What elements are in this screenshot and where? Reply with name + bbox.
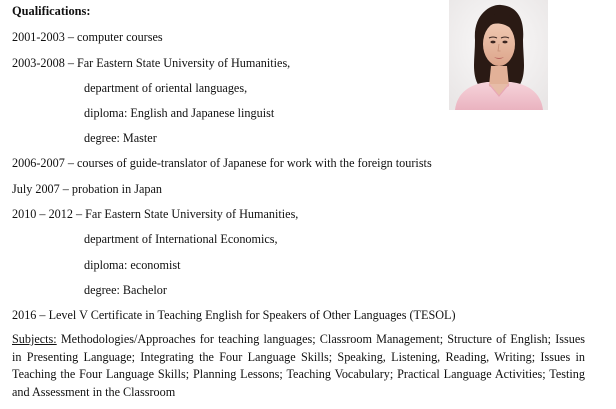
portrait-image (449, 0, 548, 110)
qualification-line-diploma-2: diploma: economist (84, 258, 181, 272)
qualification-line-degree-2: degree: Bachelor (84, 283, 167, 297)
qualification-line-university-1: 2003-2008 – Far Eastern State University of Humanities, (12, 56, 291, 70)
qualification-line-department-2: department of International Economics, (84, 232, 278, 246)
qualification-line-probation: July 2007 – probation in Japan (12, 182, 162, 196)
qualification-line-diploma-1: diploma: English and Japanese linguist (84, 106, 275, 120)
qualifications-heading: Qualifications: (12, 4, 91, 18)
profile-photo (449, 0, 548, 110)
qualification-line-university-2: 2010 – 2012 – Far Eastern State University of Humanities, (12, 207, 299, 221)
qualification-line-tesol: 2016 – Level V Certificate in Teaching English for Speakers of Other Languages (TESOL) (12, 308, 456, 322)
subjects-label: Subjects: (12, 332, 57, 346)
qualification-line-guide-translator: 2006-2007 – courses of guide-translator of Japanese for work with the foreign tourists (12, 156, 432, 170)
qualification-line-degree-1: degree: Master (84, 131, 157, 145)
subjects-text: Methodologies/Approaches for teaching languages; Classroom Management; Structure of English; Issues in Presenting Language; Integrating the Four Language Skills; Speaking, Listening, Reading, Writing; Issues in Teaching the Four Language Skills; Planning Lessons; Teaching Vocabulary; Practical Language Activities; Testing and Assessment in the Classroom (12, 332, 585, 399)
qualification-line-department-1: department of oriental languages, (84, 81, 248, 95)
subjects-paragraph (12, 331, 585, 401)
qualification-line-computer-courses: 2001-2003 – computer courses (12, 30, 163, 44)
